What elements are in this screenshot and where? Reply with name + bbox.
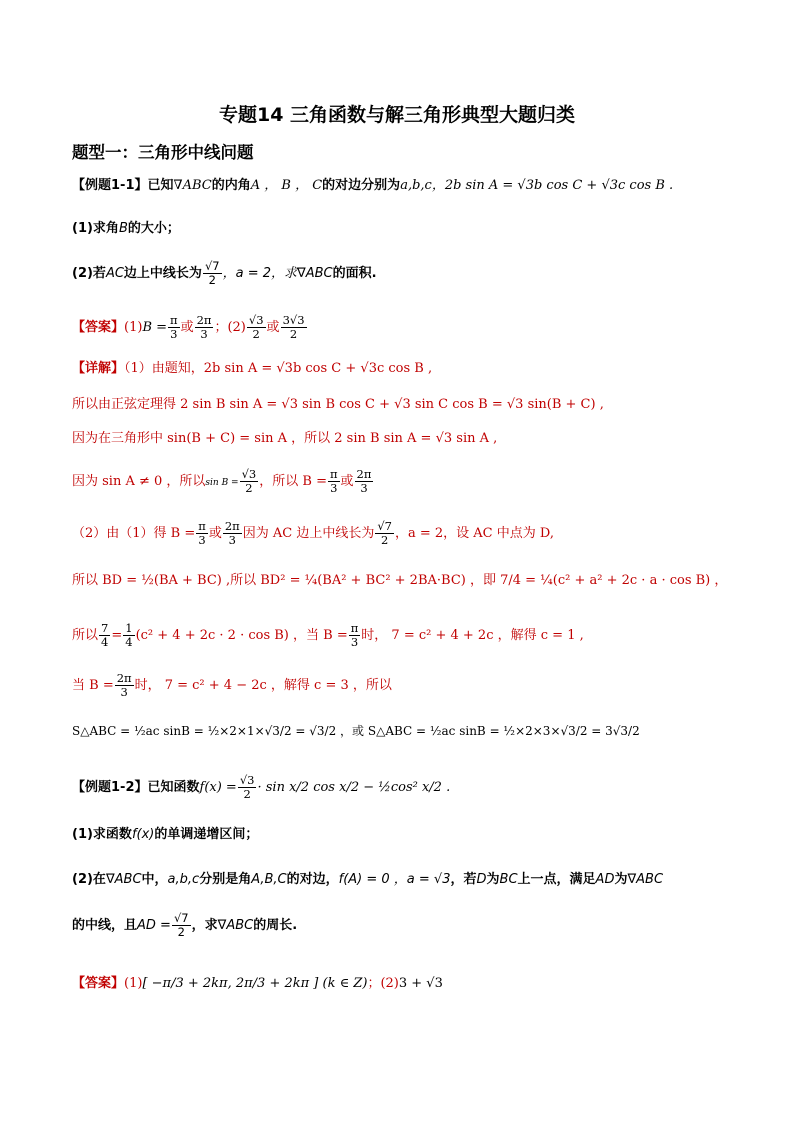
answer-part: (1) (124, 976, 143, 991)
denominator: 2 (380, 533, 389, 547)
detail-text: 时， 7 = c² + 4 + 2c ，解得 c = 1 , (361, 628, 584, 643)
answer-interval: [ −π/3 + 2kπ, 2π/3 + 2kπ ] (k ∈ Z) (142, 976, 368, 991)
denominator: 2 (289, 327, 298, 341)
triangle-symbol: ∇ABC (297, 266, 333, 281)
question-text: (2)若 (72, 266, 106, 281)
question-1 (72, 220, 180, 238)
question-text: ，若 (450, 872, 477, 887)
fraction (115, 672, 134, 699)
triangle-symbol: ∇ABC (627, 872, 664, 887)
fraction (123, 622, 134, 649)
denominator: 2 (245, 481, 253, 495)
answer-tag: 【答案】 (72, 976, 125, 991)
math-var: D (476, 872, 487, 887)
question-4 (72, 871, 663, 889)
math-var: AC (105, 266, 124, 281)
numerator: 2π (116, 671, 132, 685)
example-tag: 【例题1-1】 (72, 178, 148, 193)
denominator: 2 (252, 327, 260, 341)
detail-line-6: 所以 BD = ½(BA + BC) ,所以 BD² = ¼(BA² + BC² + 2BA·BC) ，即 7/4 = ¼(c² + a² + 2c · a · cos B) ， (72, 573, 728, 588)
numerator: 7 (101, 621, 109, 635)
numerator: 1 (125, 621, 133, 635)
numerator: 3√3 (282, 313, 305, 327)
denominator: 3 (330, 481, 338, 495)
example-text: 已知 (147, 178, 174, 193)
answer-part: (1) (124, 320, 143, 335)
numerator: √3 (241, 467, 257, 481)
detail-text: 所以 (72, 628, 99, 643)
denominator: 3 (360, 481, 368, 495)
question-text: 的面积. (332, 266, 377, 281)
fraction (168, 314, 180, 341)
angle-names: A ， B ， C (250, 178, 323, 193)
numerator: 2π (356, 467, 372, 481)
fraction (196, 520, 208, 547)
answer-part: ；(2) (367, 976, 399, 991)
detail-tag: 【详解】 (72, 361, 125, 376)
triangle-symbol: ∇ABC (217, 918, 254, 933)
math-text: AD = (137, 918, 171, 933)
detail-text: 或 (340, 474, 354, 489)
denominator: 3 (350, 635, 359, 649)
detail-text: 因为 sin A ≠ 0 ，所以 (72, 474, 206, 489)
answer-part: ；(2) (214, 320, 246, 335)
fraction (281, 314, 307, 341)
example-text: 的对边分别为 (322, 178, 401, 193)
fraction (355, 468, 374, 495)
math-text: sin B = (205, 478, 239, 488)
answer-text: 或 (180, 320, 194, 335)
denominator: 4 (125, 635, 133, 649)
given-equation: ，2b sin A = √3b cos C + √3c cos B . (431, 178, 674, 193)
triangle-symbol: ∇ABC (105, 872, 142, 887)
detail-text: (c² + 4 + 2c · 2 · cos B) ，当 B = (135, 628, 348, 643)
numerator: 2π (196, 313, 212, 327)
detail-line-4 (72, 468, 374, 495)
numerator: π (170, 313, 178, 327)
detail-text: 因为 AC 边上中线长为 (242, 526, 375, 541)
math-text: f(x) (131, 827, 155, 842)
detail-text: 时， 7 = c² + 4 − 2c ，解得 c = 3 ，所以 (134, 678, 392, 693)
fraction (99, 622, 110, 649)
question-text: (1)求函数 (72, 827, 132, 842)
fraction (375, 520, 394, 547)
numerator: √7 (204, 259, 220, 273)
detail-line-9: S△ABC = ½ac sinB = ½×2×1×√3/2 = √3/2 ，或 S△ABC = ½ac sinB = ½×2×3×√3/2 = 3√3/2 (72, 724, 640, 738)
detail-text: 或 (208, 526, 222, 541)
numerator: π (329, 467, 338, 481)
detail-text: ，a = 2，设 AC 中点为 D, (394, 526, 554, 541)
question-text: 为 (614, 872, 628, 887)
denominator: 3 (200, 327, 208, 341)
fraction (223, 520, 242, 547)
denominator: 3 (120, 685, 128, 699)
question-text: ，求 (191, 918, 218, 933)
denominator: 3 (198, 533, 206, 547)
detail-text: ，所以 B = (259, 474, 327, 489)
denominator: 2 (208, 273, 216, 287)
question-text: 上一点，满足 (517, 872, 596, 887)
detail-line-3: 因为在三角形中 sin(B + C) = sin A ，所以 2 sin B sin A = √3 sin A , (72, 431, 498, 446)
question-text: 的大小； (127, 221, 180, 236)
denominator: 2 (243, 787, 251, 801)
side-names: a,b,c (400, 178, 432, 193)
triangle-symbol: ∇ABC (173, 178, 212, 193)
fraction (328, 468, 340, 495)
page-title: 专题14 三角函数与解三角形典型大题归类 (218, 104, 576, 126)
math-var: B (118, 221, 128, 236)
answer-tag: 【答案】 (72, 320, 125, 335)
denominator: 3 (228, 533, 236, 547)
question-text: 中， (141, 872, 168, 887)
example-1-2 (72, 774, 450, 801)
fraction (247, 314, 266, 341)
math-text: · sin x/2 cos x/2 − ½cos² x/2 . (257, 780, 451, 795)
math-var: BC (499, 872, 518, 887)
question-text: 分别是角 (199, 872, 252, 887)
answer-2 (72, 975, 443, 993)
fraction (195, 314, 214, 341)
denominator: 4 (101, 635, 109, 649)
example-1-1 (72, 177, 673, 195)
example-text: 已知函数 (147, 780, 200, 795)
detail-text: = (111, 628, 123, 643)
math-text: B = (142, 320, 168, 335)
answer-text: 或 (266, 320, 280, 335)
section-heading: 题型一：三角形中线问题 (72, 143, 254, 162)
numerator: π (350, 621, 359, 635)
fraction (172, 912, 191, 939)
denominator: 2 (177, 925, 185, 939)
detail-text: （2）由（1）得 B = (72, 526, 196, 541)
math-text: f(x) = (199, 780, 237, 795)
numerator: π (198, 519, 206, 533)
angle-names: A,B,C (251, 872, 287, 887)
numerator: 2π (224, 519, 240, 533)
detail-line-5 (72, 520, 554, 547)
fraction (238, 774, 257, 801)
example-tag: 【例题1-2】 (72, 780, 148, 795)
example-text: 的内角 (211, 178, 251, 193)
question-text: (1)求角 (72, 221, 119, 236)
detail-text: （1）由题知，2b sin A = √3b cos C + √3c cos B , (124, 361, 433, 376)
numerator: √3 (239, 773, 255, 787)
math-text: ，a = 2，求 (222, 266, 297, 281)
numerator: √3 (248, 313, 264, 327)
question-text: 边上中线长为 (123, 266, 202, 281)
question-text: 为 (486, 872, 500, 887)
denominator: 3 (170, 327, 178, 341)
question-text: 的周长. (253, 918, 298, 933)
detail-line-2: 所以由正弦定理得 2 sin B sin A = √3 sin B cos C + √3 sin C cos B = √3 sin(B + C) , (72, 397, 604, 412)
numerator: √7 (173, 911, 189, 925)
answer-value: 3 + √3 (398, 976, 443, 991)
question-text: 的中线，且 (72, 918, 138, 933)
fraction (349, 622, 361, 649)
numerator: √7 (377, 519, 392, 533)
question-text: 的单调递增区间； (154, 827, 259, 842)
detail-text: 当 B = (72, 678, 114, 693)
question-text: (2)在 (72, 872, 106, 887)
detail-line-7 (72, 622, 584, 649)
question-3 (72, 826, 258, 844)
math-var: AD (595, 872, 615, 887)
fraction (240, 468, 259, 495)
detail-line-1 (72, 360, 432, 378)
math-text: f(A) = 0 ，a = √3 (338, 872, 451, 887)
answer-1 (72, 314, 308, 341)
detail-line-8 (72, 672, 392, 699)
fraction (203, 260, 222, 287)
question-2 (72, 260, 377, 287)
question-text: 的对边， (286, 872, 339, 887)
side-names: a,b,c (167, 872, 200, 887)
question-4-cont (72, 912, 297, 939)
